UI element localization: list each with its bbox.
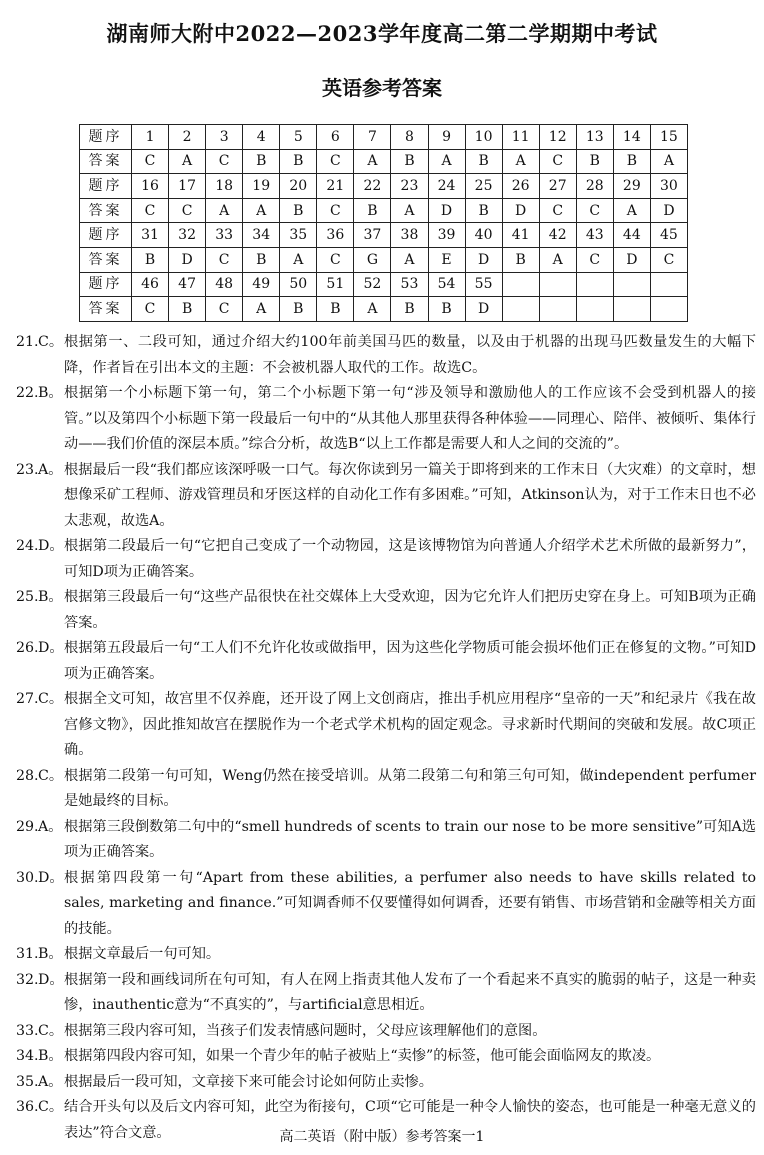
question-number: 23.: [16, 461, 39, 478]
question-number: 30.: [16, 869, 39, 886]
row-label: 题序: [80, 223, 132, 248]
explanation-item: [16, 866, 756, 943]
answer-letter: A。: [38, 461, 63, 478]
question-number: 31.: [16, 946, 39, 962]
explanation-text: 根据第一个小标题下第一句，第二个小标题下第一句“涉及领导和激励他人的工作应该不会受到机器人的接管。”以及第四个小标题下第一段最后一句中的“从其他人那里获得各种体验——同理心、陪伴、被倾听、集体行动——我们价值的深层本质。”综合分析，故选B“以上工作都是需要人和人之间的交流的”。: [64, 385, 756, 452]
answer-cell: D: [650, 198, 687, 223]
explanation-item: [16, 330, 756, 381]
answer-cell: [576, 297, 613, 322]
question-number-cell: 18: [206, 174, 243, 199]
question-number-cell: 27: [539, 174, 576, 199]
answer-cell: C: [132, 198, 169, 223]
question-number-cell: 50: [280, 272, 317, 297]
explanation-text: 结合开头句以及后文内容可知，此空为衔接句，C项“它可能是一种令人愉快的姿态，也可能是一种毫无意义的表达”符合文意。: [64, 1099, 756, 1141]
answer-letter: A。: [38, 818, 63, 835]
question-number-cell: [576, 272, 613, 297]
question-number-row: [80, 223, 688, 248]
question-number-cell: 21: [317, 174, 354, 199]
question-number: 32.: [16, 971, 39, 988]
question-number: 35.: [16, 1073, 39, 1090]
answer-cell: B: [576, 149, 613, 174]
question-number-cell: 20: [280, 174, 317, 199]
question-number-cell: 53: [391, 272, 428, 297]
answer-cell: G: [354, 247, 391, 272]
question-number-cell: 3: [206, 125, 243, 150]
question-number-cell: 40: [465, 223, 502, 248]
question-number-cell: 1: [132, 125, 169, 150]
row-label: 答案: [80, 198, 132, 223]
explanation-text: 根据最后一段“我们都应该深呼吸一口气。每次你读到另一篇关于即将到来的工作末日（大灾难）的文章时，想想像采矿工程师、游戏管理员和牙医这样的自动化工作有多困难。”可知，Atkinson认为，对于工作末日也不必太悲观，故选A。: [64, 461, 756, 529]
question-number-cell: 29: [613, 174, 650, 199]
question-number-cell: 28: [576, 174, 613, 199]
question-number-cell: 45: [650, 223, 687, 248]
answer-cell: D: [465, 297, 502, 322]
explanation-text: 根据第三段倒数第二句中的“smell hundreds of scents to train our nose to be more sensitive”可知A选项为正确答案。: [64, 818, 756, 860]
answer-cell: C: [132, 149, 169, 174]
answer-cell: A: [613, 198, 650, 223]
answer-cell: C: [317, 247, 354, 272]
answer-cell: C: [539, 198, 576, 223]
answer-cell: C: [169, 198, 206, 223]
question-number-cell: 2: [169, 125, 206, 150]
answer-letter: B。: [38, 589, 63, 605]
question-number-cell: [650, 272, 687, 297]
question-number-cell: 49: [243, 272, 280, 297]
answer-letter: B。: [38, 946, 63, 962]
answer-row: [80, 247, 688, 272]
row-label: 答案: [80, 297, 132, 322]
explanation-text: 根据最后一段可知，文章接下来可能会讨论如何防止卖惨。: [64, 1073, 433, 1090]
answer-cell: A: [428, 149, 465, 174]
answer-cell: A: [502, 149, 539, 174]
question-number-cell: 44: [613, 223, 650, 248]
question-number-cell: 17: [169, 174, 206, 199]
question-number: 24.: [16, 538, 39, 554]
question-number: 22.: [16, 385, 39, 401]
question-number-cell: 46: [132, 272, 169, 297]
question-number-row: [80, 174, 688, 199]
answer-cell: C: [317, 198, 354, 223]
answer-cell: D: [169, 247, 206, 272]
question-number-cell: 14: [613, 125, 650, 150]
answer-cell: [539, 297, 576, 322]
question-number-cell: 37: [354, 223, 391, 248]
explanation-text: 根据全文可知，故宫里不仅养鹿，还开设了网上文创商店，推出手机应用程序“皇帝的一天”和纪录片《我在故宫修文物》，因此推知故宫在摆脱作为一个老式学术机构的固定观念。寻求新时代期间的突破和发展。故C项正确。: [64, 691, 756, 758]
question-number-cell: 51: [317, 272, 354, 297]
answer-cell: A: [354, 297, 391, 322]
question-number-cell: 48: [206, 272, 243, 297]
explanation-item: [16, 1044, 756, 1070]
question-number-cell: 12: [539, 125, 576, 150]
question-number-cell: 42: [539, 223, 576, 248]
answer-cell: B: [243, 247, 280, 272]
question-number-cell: 10: [465, 125, 502, 150]
question-number: 34.: [16, 1048, 39, 1064]
question-number: 36.: [16, 1099, 39, 1115]
question-number-cell: 7: [354, 125, 391, 150]
question-number: 26.: [16, 640, 39, 656]
row-label: 答案: [80, 247, 132, 272]
row-label: 题序: [80, 272, 132, 297]
question-number: 27.: [16, 691, 39, 707]
question-number-cell: 41: [502, 223, 539, 248]
answer-cell: C: [539, 149, 576, 174]
answer-cell: A: [391, 247, 428, 272]
explanation-item: [16, 381, 756, 458]
answer-letter: A。: [38, 1073, 63, 1090]
answer-cell: A: [539, 247, 576, 272]
answer-cell: A: [650, 149, 687, 174]
row-label: 答案: [80, 149, 132, 174]
answer-cell: B: [132, 247, 169, 272]
explanation-item: [16, 815, 756, 866]
question-number-cell: [539, 272, 576, 297]
explanation-item: [16, 1019, 756, 1045]
answer-key-heading: 英语参考答案: [322, 76, 442, 100]
question-number-cell: 9: [428, 125, 465, 150]
answer-row: [80, 198, 688, 223]
question-number-cell: 38: [391, 223, 428, 248]
explanation-item: [16, 585, 756, 636]
question-number: 33.: [16, 1022, 39, 1039]
answer-cell: C: [206, 247, 243, 272]
answer-letter: D。: [38, 971, 64, 988]
answer-cell: A: [169, 149, 206, 174]
explanation-item: [16, 942, 756, 968]
answer-row: [80, 297, 688, 322]
answer-cell: C: [206, 297, 243, 322]
answer-cell: A: [206, 198, 243, 223]
answer-letter: D。: [38, 869, 64, 886]
explanation-text: 根据第三段最后一句“这些产品很快在社交媒体上大受欢迎，因为它允许人们把历史穿在身上。可知B项为正确答案。: [64, 589, 756, 631]
question-number-cell: 6: [317, 125, 354, 150]
exam-title: 湖南师大附中2022—2023学年度高二第二学期期中考试: [106, 21, 658, 46]
row-label: 题序: [80, 174, 132, 199]
explanation-item: [16, 968, 756, 1019]
question-number-cell: 47: [169, 272, 206, 297]
question-number: 21.: [16, 334, 39, 350]
answer-cell: B: [169, 297, 206, 322]
answer-cell: [502, 297, 539, 322]
answer-cell: E: [428, 247, 465, 272]
question-number-cell: 4: [243, 125, 280, 150]
explanation-list: [16, 330, 756, 1146]
answer-cell: B: [391, 297, 428, 322]
explanation-text: 根据第一、二段可知，通过介绍大约100年前美国马匹的数量，以及由于机器的出现马匹数量发生的大幅下降，作者旨在引出本文的主题：不会被机器人取代的工作。故选C。: [64, 334, 756, 376]
explanation-text: 根据第四段内容可知，如果一个青少年的帖子被贴上“卖惨”的标签，他可能会面临网友的欺凌。: [64, 1048, 661, 1064]
question-number-cell: 15: [650, 125, 687, 150]
question-number-cell: 13: [576, 125, 613, 150]
row-label: 题序: [80, 125, 132, 150]
answer-cell: A: [354, 149, 391, 174]
answer-cell: B: [354, 198, 391, 223]
question-number-cell: 31: [132, 223, 169, 248]
answer-cell: C: [206, 149, 243, 174]
answer-cell: A: [243, 297, 280, 322]
answer-cell: B: [391, 149, 428, 174]
explanation-text: 根据文章最后一句可知。: [64, 946, 221, 962]
question-number-cell: 34: [243, 223, 280, 248]
question-number-cell: 36: [317, 223, 354, 248]
answer-row: [80, 149, 688, 174]
answer-cell: [650, 297, 687, 322]
question-number: 28.: [16, 767, 39, 784]
question-number-cell: 19: [243, 174, 280, 199]
question-number-cell: 26: [502, 174, 539, 199]
question-number-cell: 43: [576, 223, 613, 248]
question-number-cell: 23: [391, 174, 428, 199]
answer-cell: D: [465, 247, 502, 272]
question-number-cell: 32: [169, 223, 206, 248]
explanation-text: 根据第二段第一句可知，Weng仍然在接受培训。从第二段第二句和第三句可知，做independent perfumer是她最终的目标。: [64, 767, 756, 809]
answer-cell: B: [317, 297, 354, 322]
question-number: 25.: [16, 589, 39, 605]
answer-cell: C: [576, 198, 613, 223]
question-number-cell: 39: [428, 223, 465, 248]
answer-cell: B: [613, 149, 650, 174]
answer-letter: C。: [38, 1022, 64, 1039]
answer-cell: C: [132, 297, 169, 322]
question-number-cell: 30: [650, 174, 687, 199]
question-number-cell: 55: [465, 272, 502, 297]
answer-cell: D: [428, 198, 465, 223]
question-number-cell: 8: [391, 125, 428, 150]
question-number-cell: 54: [428, 272, 465, 297]
explanation-text: 根据第三段内容可知，当孩子们发表情感问题时，父母应该理解他们的意图。: [64, 1022, 547, 1039]
question-number-cell: 52: [354, 272, 391, 297]
question-number-cell: [502, 272, 539, 297]
answer-cell: [613, 297, 650, 322]
answer-cell: D: [613, 247, 650, 272]
explanation-item: [16, 764, 756, 815]
question-number: 29.: [16, 818, 39, 835]
answer-cell: B: [280, 149, 317, 174]
answer-cell: A: [391, 198, 428, 223]
answer-letter: D。: [38, 640, 64, 656]
question-number-cell: 35: [280, 223, 317, 248]
explanation-item: [16, 1070, 756, 1096]
question-number-cell: 25: [465, 174, 502, 199]
question-number-row: [80, 272, 688, 297]
question-number-cell: 11: [502, 125, 539, 150]
explanation-text: 根据第一段和画线词所在句可知，有人在网上指责其他人发布了一个看起来不真实的脆弱的帖子，这是一种卖惨，inauthentic意为“不真实的”，与artificial意思相近。: [64, 971, 756, 1013]
question-number-cell: [613, 272, 650, 297]
answer-letter: D。: [38, 538, 64, 554]
answer-cell: B: [502, 247, 539, 272]
answer-cell: B: [465, 198, 502, 223]
answer-cell: B: [465, 149, 502, 174]
answer-cell: B: [243, 149, 280, 174]
question-number-cell: 22: [354, 174, 391, 199]
answer-letter: C。: [38, 691, 64, 707]
explanation-item: [16, 458, 756, 535]
answer-cell: A: [243, 198, 280, 223]
explanation-item: [16, 534, 756, 585]
answer-cell: B: [428, 297, 465, 322]
question-number-cell: 33: [206, 223, 243, 248]
question-number-cell: 5: [280, 125, 317, 150]
answer-cell: C: [317, 149, 354, 174]
question-number-cell: 24: [428, 174, 465, 199]
question-number-row: [80, 125, 688, 150]
answer-letter: C。: [38, 1099, 64, 1115]
answer-cell: D: [502, 198, 539, 223]
explanation-text: 根据第二段最后一句“它把自己变成了一个动物园，这是该博物馆为向普通人介绍学术艺术所做的最新努力”，可知D项为正确答案。: [64, 538, 756, 580]
answer-cell: C: [650, 247, 687, 272]
answer-cell: B: [280, 198, 317, 223]
answer-letter: B。: [38, 385, 63, 401]
question-number-cell: 16: [132, 174, 169, 199]
explanation-item: [16, 687, 756, 764]
explanation-text: 根据第五段最后一句“工人们不允许化妆或做指甲，因为这些化学物质可能会损坏他们正在修复的文物。”可知D项为正确答案。: [64, 640, 756, 682]
answer-letter: C。: [38, 334, 64, 350]
answer-cell: C: [576, 247, 613, 272]
answer-letter: C。: [38, 767, 64, 784]
explanation-item: [16, 636, 756, 687]
answer-cell: B: [280, 297, 317, 322]
answer-table: [79, 124, 688, 322]
answer-letter: B。: [38, 1048, 63, 1064]
page-footer: 高二英语（附中版）参考答案一1: [279, 1129, 485, 1145]
answer-cell: A: [280, 247, 317, 272]
explanation-text: 根据第四段第一句“Apart from these abilities, a perfumer also needs to have skills related to sales, marketing and finance.”可知调香师不仅要懂得如何调香，还要有销售、市场营销和金融等相关方面的技能。: [64, 869, 756, 937]
